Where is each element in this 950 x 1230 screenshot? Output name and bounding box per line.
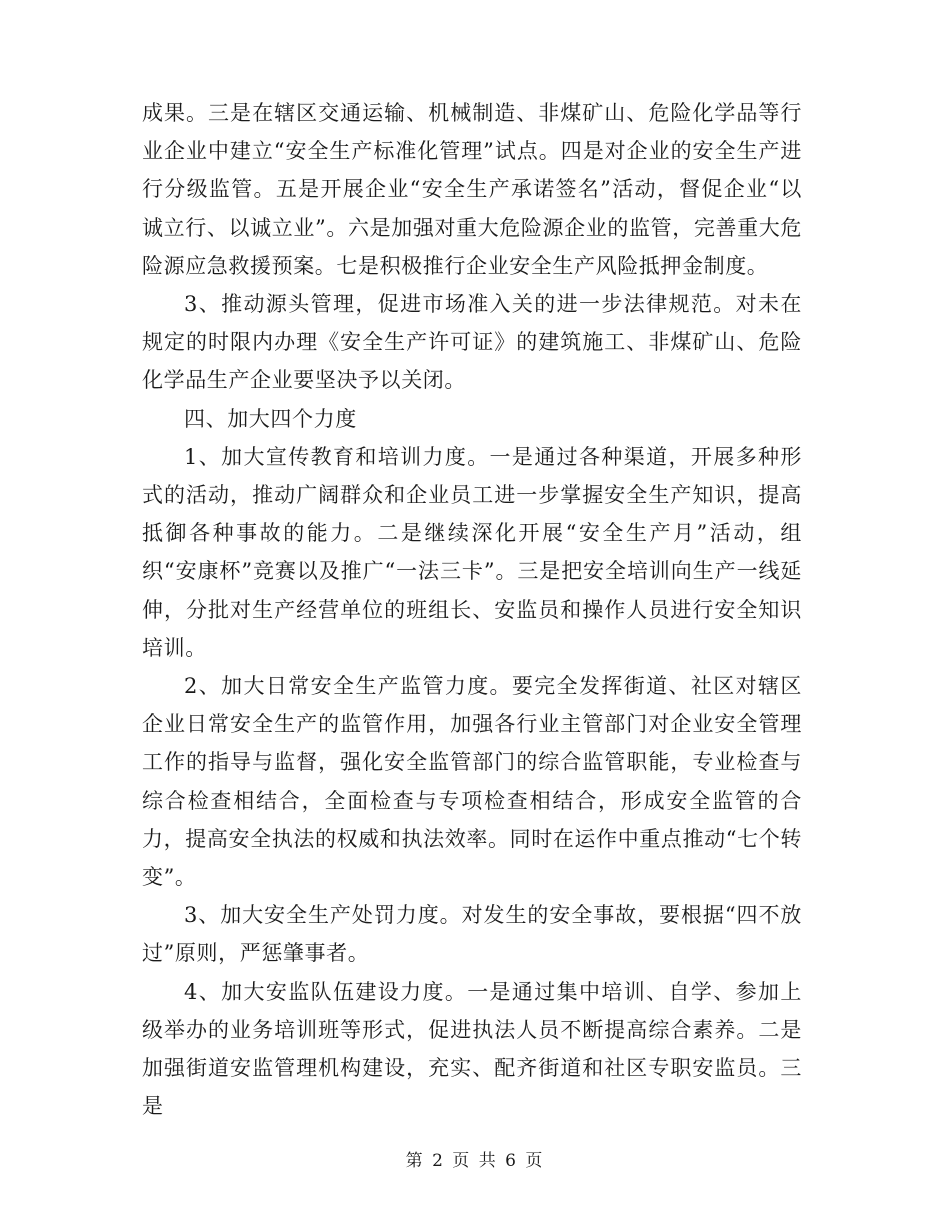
paragraph-education-training: 1、加大宣传教育和培训力度。一是通过各种渠道，开展多种形式的活动，推动广阔群众和企业员工进一步掌握安全生产知识，提高抵御各种事故的能力。二是继续深化开展“安全生产月”活动，组织“安康杯”竞赛以及推广“一法三卡”。三是把安全培训向生产一线延伸，分批对生产经营单位的班组长、安监员和操作人员进行安全知识培训。	[142, 444, 802, 660]
paragraph-continuation: 成果。三是在辖区交通运输、机械制造、非煤矿山、危险化学品等行业企业中建立“安全生产标准化管理”试点。四是对企业的安全生产进行分级监管。五是开展企业“安全生产承诺签名”活动，督促企业“以诚立行、以诚立业”。六是加强对重大危险源企业的监管，完善重大危险源应急救援预案。七是积极推行企业安全生产风险抵押金制度。	[142, 101, 802, 278]
document-body	[142, 94, 802, 1125]
page-number-footer: 第 2 页 共 6 页	[405, 1151, 545, 1171]
paragraph-team-building: 4、加大安监队伍建设力度。一是通过集中培训、自学、参加上级举办的业务培训班等形式，促进执法人员不断提高综合素养。二是加强街道安监管理机构建设，充实、配齐街道和社区专职安监员。三是	[142, 979, 802, 1119]
paragraph-daily-supervision: 2、加大日常安全生产监管力度。要完全发挥街道、社区对辖区企业日常安全生产的监管作用，加强各行业主管部门对企业安全管理工作的指导与监督，强化安全监管部门的综合监管职能，专业检查与综合检查相结合，全面检查与专项检查相结合，形成安全监管的合力，提高安全执法的权威和执法效率。同时在运作中重点推动“七个转变”。	[142, 674, 802, 890]
paragraph-source-management: 3、推动源头管理，促进市场准入关的进一步法律规范。对未在规定的时限内办理《安全生产许可证》的建筑施工、非煤矿山、危险化学品生产企业要坚决予以关闭。	[142, 292, 802, 393]
paragraph-penalties: 3、加大安全生产处罚力度。对发生的安全事故，要根据“四不放过”原则，严惩肇事者。	[142, 903, 802, 966]
section-heading-four: 四、加大四个力度	[184, 406, 357, 431]
